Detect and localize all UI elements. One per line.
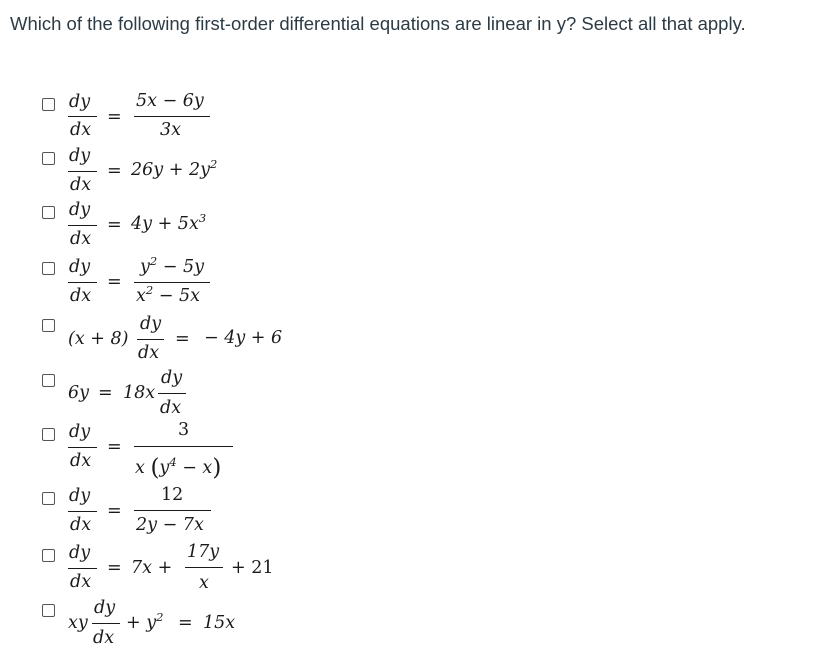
fraction-bar xyxy=(68,568,97,569)
lhs-denominator: dx xyxy=(70,451,92,471)
rhs-term: + 21 xyxy=(231,558,274,578)
den-base: y xyxy=(159,458,170,478)
rhs-numerator: 12 xyxy=(161,485,184,505)
lhs-denominator: dx xyxy=(70,175,92,195)
equals-sign: = xyxy=(107,558,122,578)
den-exponent: 2 xyxy=(145,283,154,297)
rhs-numerator: 5x − 6y xyxy=(136,91,204,111)
frac-numerator: dy xyxy=(94,598,116,618)
lhs-denominator: dx xyxy=(70,515,92,535)
coefficient: 18x xyxy=(123,383,156,403)
fraction-bar xyxy=(185,567,223,568)
lhs-term xyxy=(126,610,164,633)
equals-sign: = xyxy=(107,215,122,235)
fraction-bar xyxy=(68,282,97,283)
rhs-term: 7x + xyxy=(131,558,173,578)
frac-denominator: dx xyxy=(160,398,182,418)
rhs-numerator: 3 xyxy=(178,420,190,440)
rhs-expression xyxy=(131,157,218,180)
coefficient: (x + 8) xyxy=(68,329,129,349)
den-factor: x xyxy=(135,458,151,478)
equals-sign: = xyxy=(107,437,122,457)
question-prompt: Which of the following first-order differential equations are linear in y? Select all that apply. xyxy=(10,13,746,34)
den-base: x xyxy=(136,286,146,306)
rhs-base: 26y + 2y xyxy=(131,160,210,180)
frac-denominator: x xyxy=(199,573,209,593)
option-checkbox[interactable] xyxy=(42,98,55,111)
option-checkbox[interactable] xyxy=(42,319,55,332)
option-checkbox[interactable] xyxy=(42,206,55,219)
rhs-base: 4y + 5x xyxy=(131,214,199,234)
fraction-bar xyxy=(158,393,186,394)
lhs-numerator: dy xyxy=(69,486,91,506)
option-checkbox[interactable] xyxy=(42,152,55,165)
rhs-expression xyxy=(131,211,207,234)
term-exponent: 2 xyxy=(156,610,164,624)
equals-sign: = xyxy=(107,107,122,127)
equals-sign: = xyxy=(107,161,122,181)
equals-sign: = xyxy=(175,329,190,349)
den-exponent: 4 xyxy=(169,455,177,469)
lhs-numerator: dy xyxy=(69,146,91,166)
option-checkbox[interactable] xyxy=(42,374,55,387)
lhs-numerator: dy xyxy=(69,92,91,112)
fraction-bar xyxy=(134,116,210,117)
open-paren: ( xyxy=(150,455,160,481)
term-base: + y xyxy=(126,613,157,633)
option-checkbox[interactable] xyxy=(42,428,55,441)
fraction-bar xyxy=(134,510,211,511)
rhs-denominator: 2y − 7x xyxy=(136,515,204,535)
fraction-bar xyxy=(92,623,120,624)
option-checkbox[interactable] xyxy=(42,492,55,505)
frac-denominator: dx xyxy=(138,343,160,363)
lhs-expression: 6y xyxy=(68,383,90,403)
fraction-bar xyxy=(137,339,164,340)
num-exponent: 2 xyxy=(149,254,158,268)
lhs-numerator: dy xyxy=(69,257,91,277)
close-paren: ) xyxy=(212,455,222,481)
fraction-bar xyxy=(68,225,97,226)
rhs-expression: 15x xyxy=(203,613,236,633)
fraction-bar xyxy=(68,511,97,512)
frac-numerator: 17y xyxy=(187,542,220,562)
rhs-exponent: 3 xyxy=(198,211,207,225)
rhs-expression: − 4y + 6 xyxy=(204,328,283,348)
lhs-denominator: dx xyxy=(70,572,92,592)
fraction-bar xyxy=(68,171,97,172)
fraction-bar xyxy=(68,116,97,117)
num-rest: − 5y xyxy=(157,257,205,277)
coefficient: xy xyxy=(68,613,88,633)
frac-numerator: dy xyxy=(161,368,183,388)
lhs-denominator: dx xyxy=(70,229,92,249)
equals-sign: = xyxy=(98,383,113,403)
rhs-denominator: 3x xyxy=(160,120,182,140)
rhs-exponent: 2 xyxy=(209,157,218,171)
option-checkbox[interactable] xyxy=(42,262,55,275)
lhs-denominator: dx xyxy=(70,120,92,140)
lhs-numerator: dy xyxy=(69,422,91,442)
num-base: y xyxy=(140,257,150,277)
den-rest: − x xyxy=(176,458,213,478)
lhs-denominator: dx xyxy=(70,286,92,306)
rhs-denominator xyxy=(135,455,222,481)
equals-sign: = xyxy=(107,272,122,292)
lhs-numerator: dy xyxy=(69,200,91,220)
den-rest: − 5x xyxy=(153,286,200,306)
fraction-bar xyxy=(134,446,233,447)
equals-sign: = xyxy=(178,613,193,633)
frac-denominator: dx xyxy=(93,628,115,648)
rhs-denominator xyxy=(136,283,200,306)
option-checkbox[interactable] xyxy=(42,549,55,562)
equals-sign: = xyxy=(107,501,122,521)
frac-numerator: dy xyxy=(140,314,162,334)
rhs-numerator xyxy=(140,254,205,277)
fraction-bar xyxy=(68,447,97,448)
lhs-numerator: dy xyxy=(69,543,91,563)
option-checkbox[interactable] xyxy=(42,604,55,617)
